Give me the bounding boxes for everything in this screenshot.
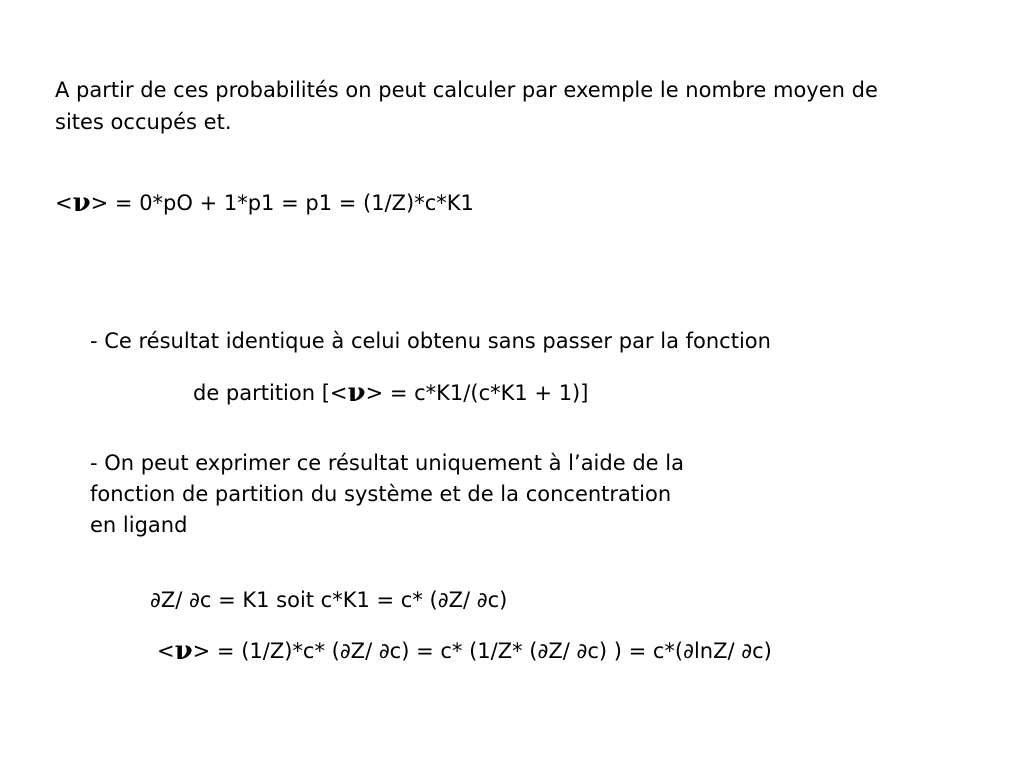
equation-mean-occupancy-derivative-rest: > = (1/Z)*c* (∂Z/ ∂c) = c* (1/Z* (∂Z/ ∂c) ) = c*(∂lnZ/ ∂c) <box>192 639 772 663</box>
equation-derivative: ∂Z/ ∂c = K1 soit c*K1 = c* (∂Z/ ∂c) <box>150 588 508 612</box>
bracket-open: < <box>157 639 175 663</box>
point-2-line-3: en ligand <box>90 513 188 537</box>
nu-symbol: ν <box>72 188 91 218</box>
point-1-line-2-prefix: de partition [< <box>193 381 348 405</box>
point-2-line-2: fonction de partition du système et de la concentration <box>90 482 672 506</box>
equation-mean-occupancy-derivative <box>157 636 772 667</box>
nu-symbol: ν <box>174 636 193 666</box>
intro-line-1: A partir de ces probabilités on peut calculer par exemple le nombre moyen de <box>55 78 878 102</box>
nu-symbol: ν <box>347 378 366 408</box>
point-2-line-1: - On peut exprimer ce résultat uniquement à l’aide de la <box>90 451 684 475</box>
point-1-line-2 <box>193 378 588 409</box>
point-1-line-1: - Ce résultat identique à celui obtenu sans passer par la fonction <box>90 329 771 353</box>
intro-line-2: sites occupés et. <box>55 110 232 134</box>
bracket-open: < <box>55 191 73 215</box>
point-1-line-2-suffix: > = c*K1/(c*K1 + 1)] <box>365 381 589 405</box>
equation-mean-occupancy <box>55 188 474 219</box>
equation-mean-occupancy-rest: > = 0*pO + 1*p1 = p1 = (1/Z)*c*K1 <box>90 191 474 215</box>
